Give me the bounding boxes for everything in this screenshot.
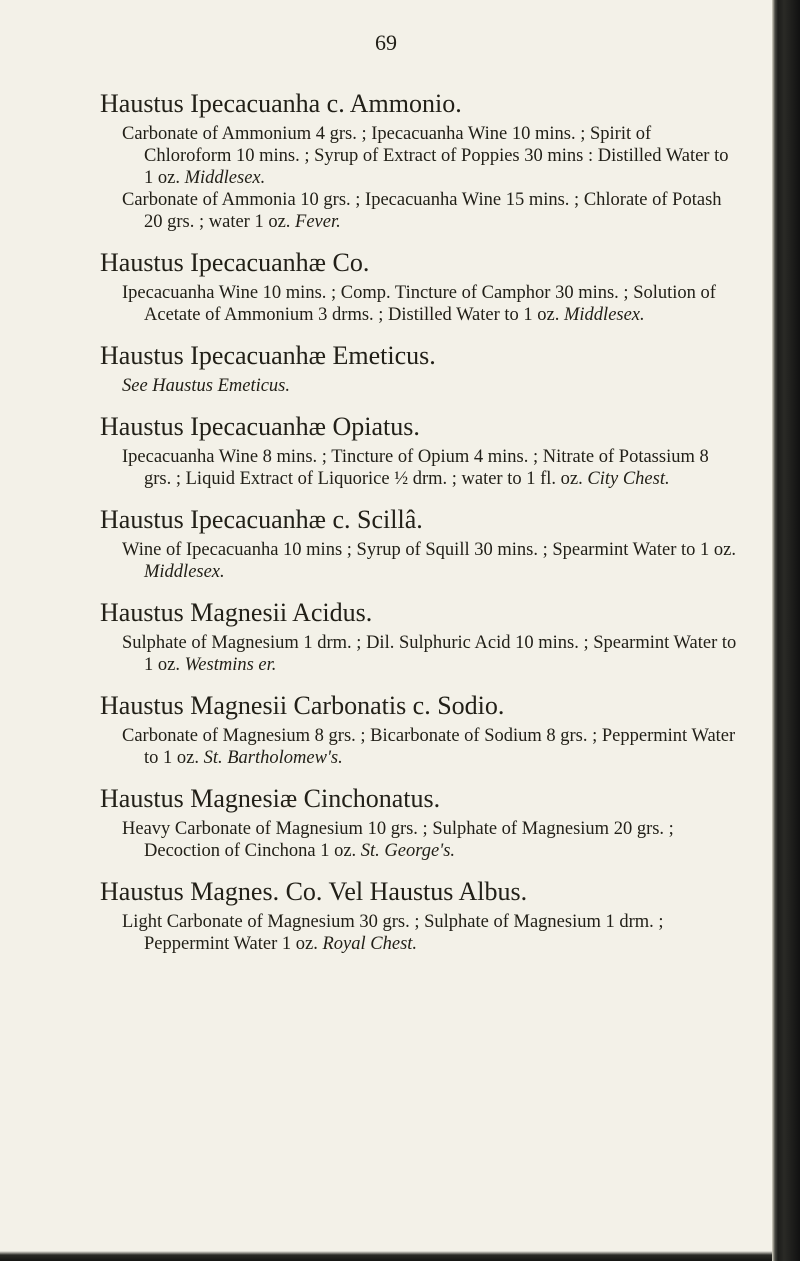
entry-paragraph bbox=[122, 282, 740, 326]
entry-title: Haustus Magnesii Acidus. bbox=[100, 598, 373, 627]
formula-text: Carbonate of Ammonium 4 grs. ; Ipecacuanha Wine 10 mins. ; Spirit of Chloroform 10 mins. ; Syrup of Extract of Poppies 30 mins : Distilled Water to 1 oz. bbox=[122, 124, 729, 188]
formula-text: Carbonate of Magnesium 8 grs. ; Bicarbonate of Sodium 8 grs. ; Peppermint Water to 1 oz. bbox=[122, 726, 736, 768]
entry-body bbox=[122, 123, 740, 233]
entry-paragraph bbox=[122, 123, 740, 189]
source-label: City Chest. bbox=[587, 469, 670, 489]
entry-body bbox=[122, 911, 740, 955]
source-label: Middlesex. bbox=[144, 562, 225, 582]
entry-title: Haustus Ipecacuanhæ Opiatus. bbox=[100, 412, 420, 441]
source-label: Royal Chest. bbox=[322, 934, 418, 954]
entry-body bbox=[122, 375, 740, 397]
entry-body bbox=[122, 539, 740, 583]
source-label: St. George's. bbox=[360, 841, 456, 861]
formula-text: Wine of Ipecacuanha 10 mins ; Syrup of Squill 30 mins. ; Spearmint Water to 1 oz. bbox=[122, 540, 736, 560]
entry-title: Haustus Magnes. Co. Vel Haustus Albus. bbox=[100, 877, 528, 906]
entry bbox=[100, 340, 740, 397]
formula-text: Light Carbonate of Magnesium 30 grs. ; Sulphate of Magnesium 1 drm. ; Peppermint Water 1 oz. bbox=[122, 912, 664, 954]
entry-body bbox=[122, 632, 740, 676]
source-label: See Haustus Emeticus. bbox=[122, 376, 291, 396]
entry bbox=[100, 88, 740, 233]
page-number: 69 bbox=[375, 30, 397, 55]
page-bottom-edge bbox=[0, 1251, 772, 1261]
entry-body bbox=[122, 282, 740, 326]
entry-paragraph bbox=[122, 818, 740, 862]
book-spine-edge bbox=[772, 0, 800, 1261]
formula-text: Sulphate of Magnesium 1 drm. ; Dil. Sulphuric Acid 10 mins. ; Spearmint Water to 1 oz. bbox=[122, 633, 737, 675]
source-label: St. Bartholomew's. bbox=[203, 748, 343, 768]
entry-title: Haustus Ipecacuanhæ c. Scillâ. bbox=[100, 505, 423, 534]
entries-list bbox=[100, 88, 740, 969]
entry bbox=[100, 597, 740, 676]
entry-paragraph bbox=[122, 911, 740, 955]
entry-paragraph bbox=[122, 375, 740, 397]
entry-paragraph bbox=[122, 632, 740, 676]
entry-paragraph bbox=[122, 446, 740, 490]
entry bbox=[100, 690, 740, 769]
source-label: Westmins er. bbox=[184, 655, 277, 675]
entry bbox=[100, 783, 740, 862]
entry-body bbox=[122, 818, 740, 862]
entry-paragraph bbox=[122, 725, 740, 769]
formula-text: Carbonate of Ammonia 10 grs. ; Ipecacuanha Wine 15 mins. ; Chlorate of Potash 20 grs. ; water 1 oz. bbox=[122, 190, 722, 232]
entry-body bbox=[122, 725, 740, 769]
source-label: Middlesex. bbox=[564, 305, 645, 325]
entry-title: Haustus Ipecacuanha c. Ammonio. bbox=[100, 89, 462, 118]
formula-text: Ipecacuanha Wine 10 mins. ; Comp. Tincture of Camphor 30 mins. ; Solution of Acetate of Ammonium 3 drms. ; Distilled Water to 1 oz. bbox=[122, 283, 716, 325]
source-label: Fever. bbox=[295, 212, 341, 232]
entry-title: Haustus Magnesiæ Cinchonatus. bbox=[100, 784, 441, 813]
entry-paragraph bbox=[122, 189, 740, 233]
entry-title: Haustus Ipecacuanhæ Co. bbox=[100, 248, 370, 277]
formula-text: Heavy Carbonate of Magnesium 10 grs. ; Sulphate of Magnesium 20 grs. ; Decoction of Cinchona 1 oz. bbox=[122, 819, 674, 861]
formula-text: Ipecacuanha Wine 8 mins. ; Tincture of Opium 4 mins. ; Nitrate of Potassium 8 grs. ; Liquid Extract of Liquorice ½ drm. ; water to 1 fl. oz. bbox=[122, 447, 709, 489]
entry-paragraph bbox=[122, 539, 740, 583]
source-label: Middlesex. bbox=[184, 168, 266, 188]
entry bbox=[100, 504, 740, 583]
entry-body bbox=[122, 446, 740, 490]
entry bbox=[100, 876, 740, 955]
entry-title: Haustus Magnesii Carbonatis c. Sodio. bbox=[100, 691, 505, 720]
entry bbox=[100, 247, 740, 326]
entry-title: Haustus Ipecacuanhæ Emeticus. bbox=[100, 341, 436, 370]
entry bbox=[100, 411, 740, 490]
